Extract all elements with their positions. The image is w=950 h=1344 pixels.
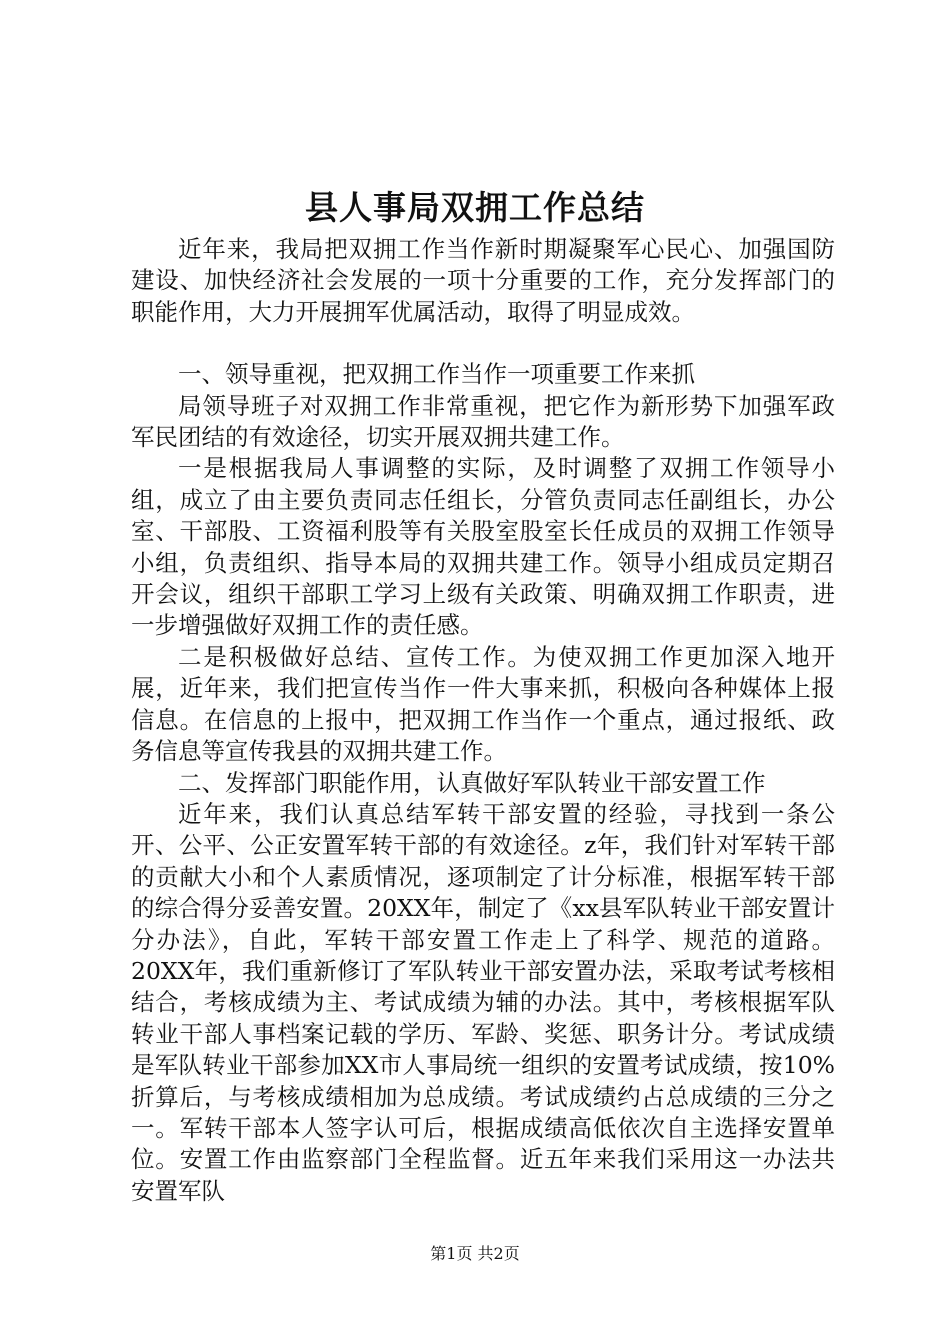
section-heading-2: 二、发挥部门职能作用，认真做好军队转业干部安置工作 [178,768,766,797]
document-title: 县人事局双拥工作总结 [305,188,645,227]
document-body [131,234,835,1207]
body-paragraph: 二是积极做好总结、宣传工作。为使双拥工作更加深入地开展，近年来，我们把宣传当作一件大事来抓，积极向各种媒体上报信息。在信息的上报中，把双拥工作当作一个重点，通过报纸、政务信息等宣传我县的双拥共建工作。 [131,642,835,766]
page-footer: 第1页 共2页 [430,1244,520,1263]
section-heading-1: 一、领导重视，把双拥工作当作一项重要工作来抓 [178,360,695,389]
body-paragraph: 局领导班子对双拥工作非常重视，把它作为新形势下加强军政军民团结的有效途径，切实开展双拥共建工作。 [131,391,835,452]
intro-paragraph: 近年来，我局把双拥工作当作新时期凝聚军心民心、加强国防建设、加快经济社会发展的一项十分重要的工作，充分发挥部门的职能作用，大力开展拥军优属活动，取得了明显成效。 [131,235,835,326]
body-paragraph: 一是根据我局人事调整的实际，及时调整了双拥工作领导小组，成立了由主要负责同志任组长，分管负责同志任副组长，办公室、干部股、工资福利股等有关股室股室长任成员的双拥工作领导小组，负责组织、指导本局的双拥共建工作。领导小组成员定期召开会议，组织干部职工学习上级有关政策、明确双拥工作职责，进一步增强做好双拥工作的责任感。 [131,454,835,640]
body-paragraph: 近年来，我们认真总结军转干部安置的经验，寻找到一条公开、公平、公正安置军转干部的有效途径。z年，我们针对军转干部的贡献大小和个人素质情况，逐项制定了计分标准，根据军转干部的综合得分妥善安置。20XX年，制定了《xx县军队转业干部安置计分办法》，自此，军转干部安置工作走上了科学、规范的道路。20XX年，我们重新修订了军队转业干部安置办法，采取考试考核相结合，考核成绩为主、考试成绩为辅的办法。其中，考核根据军队转业干部人事档案记载的学历、军龄、奖惩、职务计分。考试成绩是军队转业干部参加XX市人事局统一组织的安置考试成绩，按10%折算后，与考核成绩相加为总成绩。考试成绩约占总成绩的三分之一。军转干部本人签字认可后，根据成绩高低依次自主选择安置单位。安置工作由监察部门全程监督。近五年来我们采用这一办法共安置军队 [131,799,835,1205]
